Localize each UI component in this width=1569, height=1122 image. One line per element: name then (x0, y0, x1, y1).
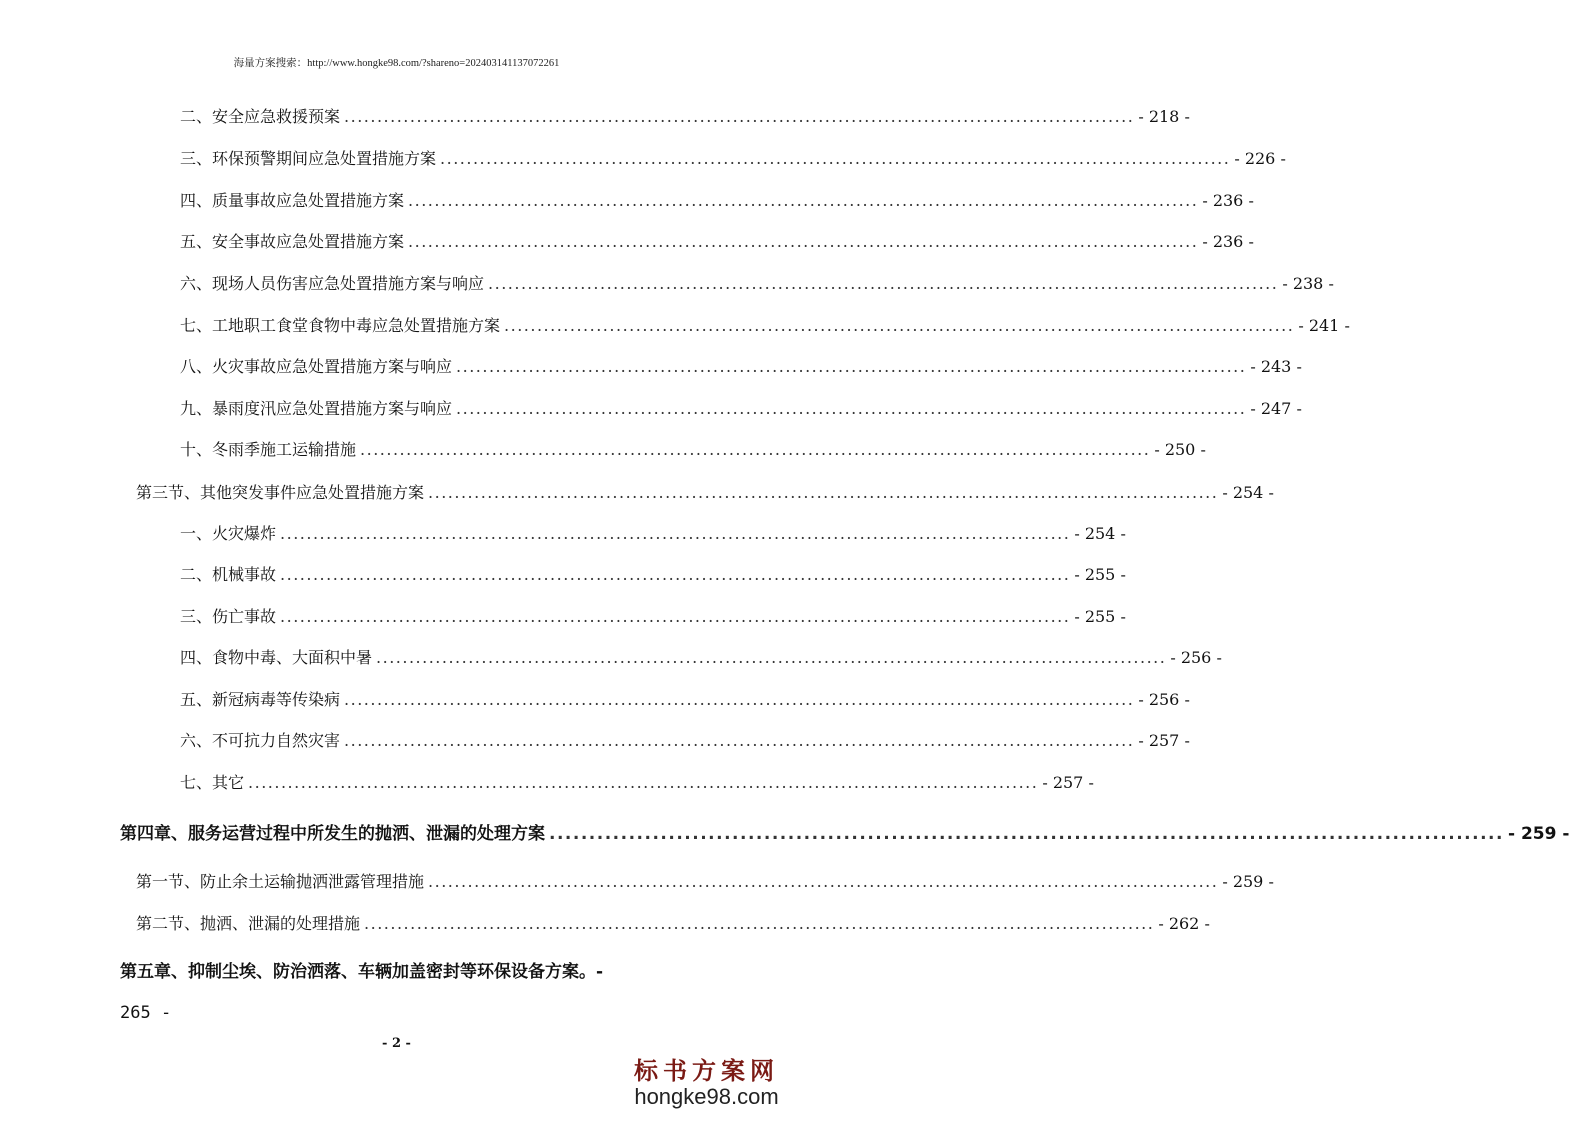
watermark-en: hongke98.com (634, 1084, 779, 1109)
toc-entry-title: 四、食物中毒、大面积中暑 (180, 648, 373, 667)
toc-chapter-5-title[interactable]: 第五章、抑制尘埃、防治洒落、车辆加盖密封等环保设备方案。- (120, 962, 604, 982)
toc-entry-page: - 257 - (1138, 731, 1190, 750)
toc-leader-dots: ........................................................................................................................ (504, 316, 1295, 335)
toc-entry-title: 第四章、服务运营过程中所发生的抛洒、泄漏的处理方案 (120, 824, 545, 844)
toc-leader-dots: ........................................................................................................................ (344, 107, 1135, 126)
toc-entry-page: - 236 - (1202, 232, 1254, 251)
toc-leader-dots: ........................................................................................................................ (408, 191, 1199, 210)
watermark-logo (634, 1051, 779, 1110)
toc-entry-title: 五、新冠病毒等传染病 (180, 690, 341, 709)
toc-entry[interactable] (180, 562, 1126, 585)
toc-leader-dots: ........................................................................................................................ (280, 607, 1071, 626)
toc-entry-page: - 254 - (1222, 483, 1274, 502)
toc-leader-dots: ........................................................................................................................ (364, 914, 1155, 933)
toc-entry-page: - 250 - (1154, 440, 1206, 459)
toc-entry-page: - 243 - (1250, 357, 1302, 376)
toc-entry[interactable] (180, 229, 1254, 252)
toc-leader-dots: ........................................................................................................................ (456, 357, 1247, 376)
toc-entry[interactable] (180, 354, 1302, 377)
toc-entry[interactable] (120, 819, 1569, 844)
toc-entry-title: 四、质量事故应急处置措施方案 (180, 191, 405, 210)
toc-entry-page: - 255 - (1074, 565, 1126, 584)
watermark-cn: 标书方案网 (634, 1056, 779, 1085)
toc-entry-page: - 259 - (1507, 824, 1569, 844)
toc-entry[interactable] (136, 480, 1274, 503)
toc-entry-title: 十、冬雨季施工运输措施 (180, 440, 357, 459)
toc-entry-title: 二、机械事故 (180, 565, 277, 584)
page-header: 海量方案搜索：http://www.hongke98.com/?shareno=202403141137072261 (233, 58, 560, 69)
toc-entry-title: 七、其它 (180, 773, 245, 792)
toc-entry-page: - 254 - (1074, 524, 1126, 543)
toc-entry[interactable] (180, 104, 1190, 127)
page-number: - 2 - (382, 1036, 411, 1051)
toc-leader-dots: ........................................................................................................................ (456, 399, 1247, 418)
toc-entry[interactable] (180, 687, 1190, 710)
toc-leader-dots: ........................................................................................................................ (344, 690, 1135, 709)
toc-leader-dots: ........................................................................................................................ (344, 731, 1135, 750)
toc-entry-title: 五、安全事故应急处置措施方案 (180, 232, 405, 251)
toc-entry-page: - 262 - (1158, 914, 1210, 933)
toc-entry-page: - 259 - (1222, 872, 1274, 891)
toc-entry[interactable] (180, 437, 1206, 460)
toc-entry-title: 第二节、抛洒、泄漏的处理措施 (136, 914, 361, 933)
toc-entry-title: 六、不可抗力自然灾害 (180, 731, 341, 750)
toc-leader-dots: ........................................................................................................................ (408, 232, 1199, 251)
toc-leader-dots: ........................................................................................................................ (248, 773, 1039, 792)
toc-chapter-5-page: 265 - (120, 1003, 172, 1023)
toc-entry[interactable] (180, 645, 1222, 668)
toc-entry-title: 第一节、防止余土运输抛洒泄露管理措施 (136, 872, 425, 891)
toc-entry-title: 三、伤亡事故 (180, 607, 277, 626)
toc-entry-page: - 226 - (1234, 149, 1286, 168)
toc-entry[interactable] (136, 911, 1210, 934)
toc-entry-title: 七、工地职工食堂食物中毒应急处置措施方案 (180, 316, 501, 335)
toc-entry-title: 九、暴雨度汛应急处置措施方案与响应 (180, 399, 453, 418)
toc-entry-page: - 256 - (1138, 690, 1190, 709)
toc-entry-page: - 236 - (1202, 191, 1254, 210)
toc-leader-dots: ........................................................................................................................ (428, 483, 1219, 502)
toc-entry-page: - 247 - (1250, 399, 1302, 418)
toc-leader-dots: ........................................................................................................................ (488, 274, 1279, 293)
toc-entry[interactable] (136, 869, 1274, 892)
toc-leader-dots: ........................................................................................................................ (280, 565, 1071, 584)
toc-leader-dots: ........................................................................................................................ (376, 648, 1167, 667)
toc-entry[interactable] (180, 770, 1094, 793)
toc-leader-dots: ........................................................................................................................ (428, 872, 1219, 891)
toc-entry[interactable] (180, 521, 1126, 544)
toc-entry-page: - 257 - (1042, 773, 1094, 792)
toc-leader-dots: ........................................................................................................................ (549, 824, 1504, 844)
toc-entry-page: - 256 - (1170, 648, 1222, 667)
toc-entry-page: - 238 - (1282, 274, 1334, 293)
toc-entry-page: - 255 - (1074, 607, 1126, 626)
toc-entry[interactable] (180, 271, 1334, 294)
toc-entry-title: 六、现场人员伤害应急处置措施方案与响应 (180, 274, 485, 293)
toc-entry[interactable] (180, 188, 1254, 211)
toc-entry[interactable] (180, 728, 1190, 751)
toc-entry-title: 八、火灾事故应急处置措施方案与响应 (180, 357, 453, 376)
toc-entry-page: - 241 - (1298, 316, 1350, 335)
toc-entry[interactable] (180, 604, 1126, 627)
toc-leader-dots: ........................................................................................................................ (280, 524, 1071, 543)
toc-entry-title: 三、环保预警期间应急处置措施方案 (180, 149, 437, 168)
toc-entry-title: 一、火灾爆炸 (180, 524, 277, 543)
toc-entry-title: 第三节、其他突发事件应急处置措施方案 (136, 483, 425, 502)
toc-leader-dots: ........................................................................................................................ (440, 149, 1231, 168)
toc-entry[interactable] (180, 146, 1286, 169)
toc-entry[interactable] (180, 313, 1350, 336)
toc-entry-title: 二、安全应急救援预案 (180, 107, 341, 126)
toc-leader-dots: ........................................................................................................................ (360, 440, 1151, 459)
toc-entry-page: - 218 - (1138, 107, 1190, 126)
toc-entry[interactable] (180, 396, 1302, 419)
